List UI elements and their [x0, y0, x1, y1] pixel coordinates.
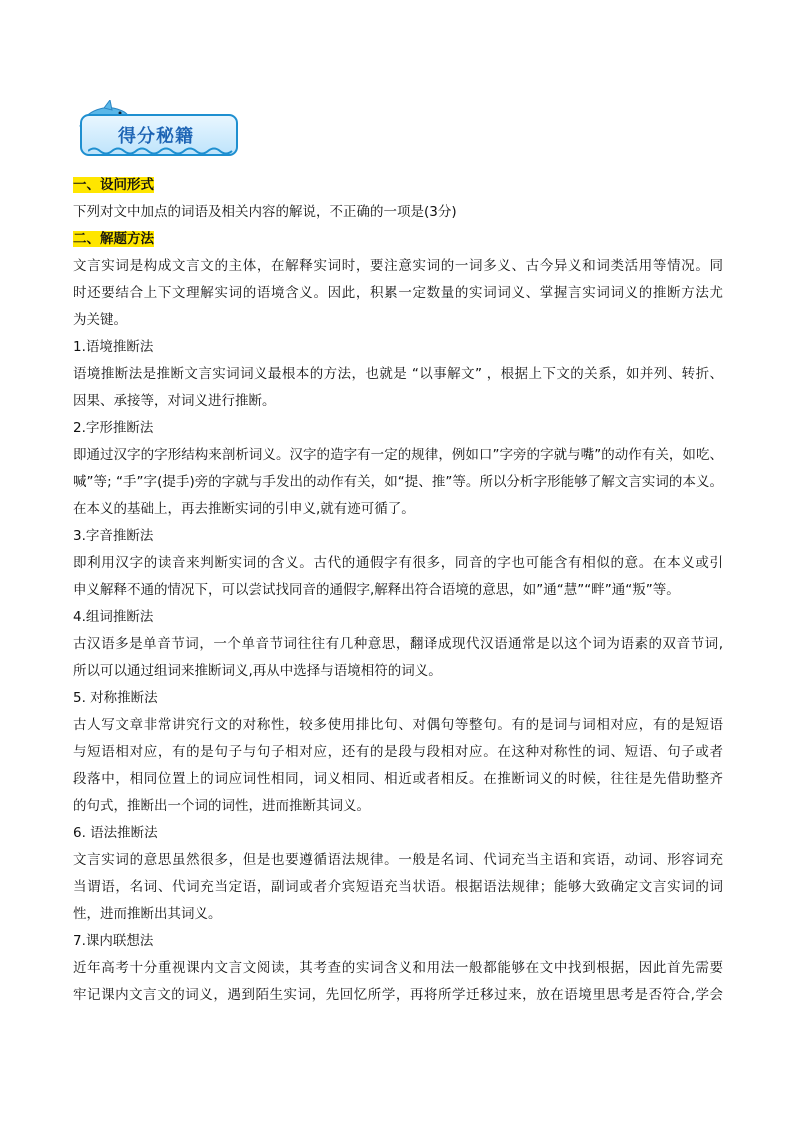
section-heading	[73, 226, 723, 253]
section-heading	[73, 172, 723, 199]
paragraph-line: 在本义的基础上，再去推断实词的引申义,就有迹可循了。	[73, 501, 415, 517]
method-title: 3.字音推断法	[73, 528, 154, 544]
method-title: 4.组词推断法	[73, 609, 154, 625]
paragraph-line: 当谓语，名词、代词充当定语，副词或者介宾短语充当状语。根据语法规律；能够大致确定文言实词的词	[73, 879, 723, 895]
paragraph-line: 性，进而推断出其词义。	[73, 906, 222, 922]
paragraph-line: 段落中，相同位置上的词应词性相同，词义相同、相近或者相反。在推断词义的时候，往往是先借助整齐	[73, 771, 723, 787]
paragraph-line: 文言实词的意思虽然很多，但是也要遵循语法规律。一般是名词、代词充当主语和宾语，动词、形容词充	[73, 852, 723, 868]
section-heading-text: 一、设问形式	[73, 177, 154, 193]
banner-box	[80, 114, 238, 156]
paragraph-line: 因果、承接等，对词义进行推断。	[73, 393, 276, 409]
method-title: 5. 对称推断法	[73, 690, 158, 706]
paragraph-line: 所以可以通过组词来推断词义,再从中选择与语境相符的词义。	[73, 663, 442, 679]
section-heading-text: 二、解题方法	[73, 231, 154, 247]
paragraph-line: 语境推断法是推断文言实词词义最根本的方法，也就是 “以事解文” ，根据上下文的关系，如并列、转折、	[73, 366, 723, 382]
method-title: 1.语境推断法	[73, 339, 154, 355]
paragraph-line: 即通过汉字的字形结构来剖析词义。汉字的造字有一定的规律，例如口”字旁的字就与嘴”的动作有关，如吃、	[73, 447, 723, 463]
paragraph-line: 近年高考十分重视课内文言文阅读，其考查的实词含义和用法一般都能够在文中找到根据，因此首先需要	[73, 960, 723, 976]
paragraph-line: 即利用汉字的读音来判断实词的含义。古代的通假字有很多，同音的字也可能含有相似的意。在本义或引	[73, 555, 723, 571]
section-banner	[76, 100, 242, 160]
paragraph-line: 喊”等; “手”字(提手)旁的字就与手发出的动作有关，如“提、推”等。所以分析字形能够了解文言实词的本义。	[73, 474, 723, 490]
method-title: 7.课内联想法	[73, 933, 154, 949]
paragraph-line: 的句式，推断出一个词的词性，进而推断其词义。	[73, 798, 370, 814]
paragraph-line: 为关键。	[73, 312, 127, 328]
paragraph-line: 申义解释不通的情况下，可以尝试找同音的通假字,解释出符合语境的意思，如”通“慧”“畔”通“叛”等。	[73, 582, 680, 598]
paragraph-line: 古人写文章非常讲究行文的对称性，较多使用排比句、对偶句等整句。有的是词与词相对应，有的是短语	[73, 717, 723, 733]
paragraph-line: 牢记课内文言文的词义，遇到陌生实词，先回忆所学，再将所学迁移过来，放在语境里思考是否符合,学会	[73, 987, 723, 1003]
method-title: 6. 语法推断法	[73, 825, 158, 841]
document-body	[73, 172, 723, 1009]
paragraph-line: 与短语相对应，有的是句子与句子相对应，还有的是段与段相对应。在这种对称性的词、短语、句子或者	[73, 744, 723, 760]
paragraph-line: 古汉语多是单音节词，一个单音节词往往有几种意思，翻译成现代汉语通常是以这个词为语素的双音节词,	[73, 636, 723, 652]
wave-decoration	[88, 146, 234, 156]
method-title: 2.字形推断法	[73, 420, 154, 436]
paragraph-line: 下列对文中加点的词语及相关内容的解说，不正确的一项是(3分)	[73, 204, 457, 220]
paragraph-line: 文言实词是构成文言文的主体，在解释实词时，要注意实词的一词多义、古今异义和词类活用等情况。同	[73, 258, 723, 274]
paragraph-line: 时还要结合上下文理解实词的语境含义。因此，积累一定数量的实词词义、掌握言实词词义的推断方法尤	[73, 285, 723, 301]
banner-title: 得分秘籍	[118, 126, 194, 147]
